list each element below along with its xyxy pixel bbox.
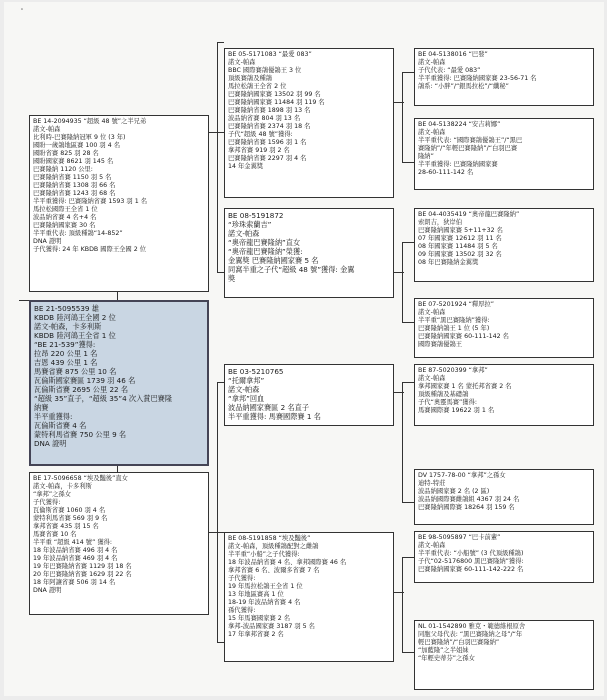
- connector: [402, 242, 403, 322]
- dam-dam-sire-box: [414, 531, 594, 583]
- sds-box-line: BE 04-4035419 “奧帝龍巴賽隆納”: [418, 211, 520, 218]
- sd-box-line: BE 08-5191872: [228, 211, 284, 220]
- sdd-box-line: 半平重“黑巴賽隆納”獲得:: [418, 317, 490, 324]
- subject-box-line: “超級 35”直子，“超級 35”4 次入賞巴賽隆: [34, 394, 173, 403]
- dsd-box-line: DV 1757-78-00 “拿邦”之孫女: [418, 472, 506, 479]
- ssd-box-line: 28-60-111-142 名: [418, 169, 474, 176]
- dd-box-line: 17 年拿邦省賽 2 名: [228, 631, 284, 638]
- sire-box-line: 巴賽隆納國家賽 30 名: [33, 222, 96, 229]
- dd-box-line: 半平重“小船”之子代獲得:: [228, 551, 300, 558]
- sire-box-line: 巴賽隆納省賽 1150 羽 5 名: [33, 174, 112, 181]
- connector: [402, 652, 414, 653]
- dam-sire-sire-box: [414, 364, 594, 426]
- sds-box-line: 索朗吉，狄岸伯: [418, 219, 463, 226]
- dds-box-line: 諾文-帕森: [418, 542, 446, 549]
- dam-box-line: 瓦倫斯省賽 1060 羽 4 名: [33, 507, 106, 514]
- sire-dam-box: [224, 208, 394, 298]
- dam-sire-box: [224, 364, 394, 426]
- subject-box-line: 納賽: [34, 403, 49, 412]
- dam-box-line: 18 年阿讓省賽 506 羽 14 名: [33, 579, 116, 586]
- dss-box-line: 子代“奧靈馬賽”獲得:: [418, 399, 478, 406]
- ds-box-line: “拿邦”回血: [228, 394, 265, 403]
- sd-box-line: 獎: [228, 274, 236, 283]
- connector: [402, 502, 414, 503]
- ddd-box-line: NL 01-1542890 雅克・範德維根原舍: [418, 623, 526, 630]
- connector: [217, 272, 224, 273]
- ss-box-line: 波品納省賽 804 羽 13 名: [228, 115, 301, 122]
- sire-sire-sire-box: [414, 48, 594, 106]
- dss-box-line: 諾文-帕森: [418, 375, 446, 382]
- dd-box-line: 13 年地區賽高 1 位: [228, 591, 284, 598]
- ds-box-line: “托爾拿邦”: [228, 376, 265, 385]
- dam-box-line: 諾文-帕森，卡多利斯: [33, 483, 92, 490]
- subject-box-line: 諾文-帕森，卡多利斯: [34, 322, 102, 331]
- connector: [402, 382, 403, 502]
- sss-box-line: BE 04-5138016 “巴發”: [418, 51, 488, 58]
- sire-dam-dam-box: [414, 298, 594, 358]
- sire-box: [29, 115, 209, 292]
- subject-box-line: BE 21-5095539 雄: [34, 304, 99, 313]
- sdd-box-line: 巴賽隆納國家賽 60-111-142 名: [418, 333, 509, 340]
- dam-box: [29, 472, 209, 615]
- sire-box-line: 巴賽隆納 1120 公里:: [33, 166, 93, 173]
- connector: [402, 242, 414, 243]
- ssd-box-line: 半平重代表: “國際賽鴿優鴿王”/“黑巴: [418, 137, 523, 144]
- sire-box-line: 馬拉松國際王全省 1 位: [33, 206, 98, 213]
- sd-box-line: 金翼獎 巴賽隆納國家賽 5 名: [228, 256, 319, 265]
- ss-box-line: 14 年金翼獎: [228, 163, 264, 170]
- ds-box-line: 波品納國家賽區 2 名直子: [228, 403, 310, 412]
- dam-dam-dam-box: [414, 620, 594, 690]
- connector: [117, 292, 118, 300]
- dam-box-line: 子代獲得:: [33, 499, 61, 506]
- sire-box-line: 國盼省賽 825 羽 28 名: [33, 150, 99, 157]
- subject-box-line: 半平重獲得:: [34, 412, 73, 421]
- dam-box-line: 半平重 “超級 414 號” 獲得:: [33, 539, 113, 546]
- sd-box-line: 同窩半重之子代“超級 48 號”獲得: 金翼: [228, 265, 355, 274]
- dd-box-line: 18-19 年波品納省賽 4 名: [228, 599, 301, 606]
- dd-box-line: 諾文-帕森，頂級種鴿配對之雌鴿: [228, 543, 319, 550]
- ss-box-line: 巴賽隆納國家賽 11484 羽 119 名: [228, 99, 325, 106]
- subject-box-line: DNA 證明: [34, 439, 67, 448]
- subject-box-line: KBDB 陸河鴿王全國 2 位: [34, 313, 116, 322]
- sire-box-line: 子代獲得: 24 年 KBDB 國際王全國 2 位: [33, 246, 147, 253]
- dds-box-line: 半平重代表: “小船號” (3 代頂級種鴿): [418, 550, 524, 557]
- ssd-box-line: BE 04-5138224 “安吉莉娜”: [418, 121, 501, 128]
- sds-box-line: 08 年國家賽 11484 羽 5 名: [418, 243, 498, 250]
- sire-sire-box: [224, 48, 394, 198]
- dd-box-line: BE 08-5191858 “埃及豔後”: [228, 535, 311, 542]
- sdd-box-line: 巴賽隆納鴿王 1 位 (5 年): [418, 325, 490, 332]
- connector: [217, 382, 218, 642]
- dam-box-line: 馬賽省賽 10 名: [33, 531, 77, 538]
- dam-dam-box: [224, 532, 394, 662]
- ds-box-line: BE 03-5210765: [228, 367, 284, 376]
- sire-box-line: 比利時-巴賽隆納冠軍 9 位 (3 年): [33, 134, 126, 141]
- connector: [217, 42, 218, 272]
- subject-box-line: 瓦倫斯省賽 4 名: [34, 421, 87, 430]
- ss-box-line: 巴賽隆納省賽 2297 羽 4 名: [228, 155, 307, 162]
- pedigree-page: [4, 2, 604, 696]
- sds-box-line: 08 年巴賽隆納金翼獎: [418, 259, 479, 266]
- dam-box-line: 19 年波品納省賽 469 羽 4 名: [33, 555, 118, 562]
- ddd-box-line: “加藍隆”之半姐妹: [418, 647, 469, 654]
- subject-box-line: 蒙特利馬省賽 750 公里 9 名: [34, 430, 127, 439]
- ss-box-line: 諾文-帕森: [228, 59, 256, 66]
- ss-box-line: 子代“超級 48 號”獲得:: [228, 131, 293, 138]
- sss-box-line: 子代代表: “最愛 083”: [418, 67, 481, 74]
- sire-box-line: BE 14-2094935 “超級 48 號”之半兄弟: [33, 118, 147, 125]
- connector: [402, 162, 414, 163]
- subject-box-line: “BE 21-539”獲得:: [34, 340, 96, 349]
- ddd-box-line: 輕巴賽隆納”/“白羽巴賽隆納”: [418, 639, 500, 646]
- sire-box-line: 國盼一歲鴿地區賽 100 羽 4 名: [33, 142, 121, 149]
- dds-box-line: 子代“02-5176800 黑巴賽隆納”獲得:: [418, 558, 524, 565]
- dds-box-line: BE 98-5095897 “巴卡前輩”: [418, 534, 501, 541]
- ss-box-line: 巴賽隆納國家賽 13502 羽 99 名: [228, 91, 321, 98]
- ddd-box-line: 同胞父母代表: “黑巴賽隆納之母”/“年: [418, 631, 523, 638]
- dsd-box-line: 迪特-特莊: [418, 480, 446, 487]
- dd-box-line: 子代獲得:: [228, 575, 256, 582]
- ss-box-line: BBC 國際賽鴿優鴿王 3 位: [228, 67, 302, 74]
- dss-box-line: 頂級種鴿及基礎鴿: [418, 391, 469, 398]
- dd-box-line: 19 年馬拉松鴿王全省 1 位: [228, 583, 303, 590]
- dss-box-line: 拿邦國家賽 1 名 蒙托邦省賽 2 名: [418, 383, 512, 390]
- sds-box-line: 09 年國家賽 13502 羽 32 名: [418, 251, 502, 258]
- ssd-box-line: 賽隆納”/“年輕巴賽隆納”/“白羽巴賽: [418, 145, 518, 152]
- subject-box-line: 馬賽省賽 875 公里 10 名: [34, 367, 117, 376]
- dss-box-line: 馬賽國際賽 19622 羽 1 名: [418, 407, 495, 414]
- sire-box-line: 巴賽隆納省賽 1308 羽 66 名: [33, 182, 116, 189]
- sire-box-line: 巴賽隆納省賽 1243 羽 68 名: [33, 190, 116, 197]
- dam-box-line: 蒙特利馬省賽 569 羽 9 名: [33, 515, 108, 522]
- connector: [402, 382, 414, 383]
- sdd-box-line: BE 07-5201924 “釋厚拉”: [418, 301, 495, 308]
- sire-box-line: 半平重代表: 頂級種鴿“14-852”: [33, 230, 123, 237]
- connector: [217, 42, 224, 43]
- connector: [402, 72, 403, 162]
- dd-box-line: 15 年馬賽國家賽 2 名: [228, 615, 291, 622]
- page-mark: ∘: [20, 6, 24, 13]
- sire-dam-sire-box: [414, 208, 594, 282]
- dd-box-line: 孫代獲得:: [228, 607, 256, 614]
- sss-box-line: 諾文-帕森: [418, 59, 446, 66]
- dss-box-line: BE 87-5020399 “拿邦”: [418, 367, 488, 374]
- subject-box-line: 瓦倫斯國家賽區 1739 羽 46 名: [34, 376, 136, 385]
- dam-box-line: 拿邦省賽 435 羽 15 名: [33, 523, 99, 530]
- sire-box-line: 波品納省賽 4 名+4 名: [33, 214, 97, 221]
- dsd-box-line: 波品納國際賽雌鴿組 4367 羽 24 名: [418, 496, 520, 503]
- dd-box-line: 18 年波品納省賽 4 名、拿邦國際賽 46 名: [228, 559, 347, 566]
- dam-box-line: “拿邦”之孫女: [33, 491, 72, 498]
- ss-box-line: 巴賽隆納省賽 2374 羽 18 名: [228, 123, 311, 130]
- subject-box-line: 拉昂 220 公里 1 名: [34, 349, 98, 358]
- subject-box-line: KBDB 陸河鴿王全省 1 位: [34, 331, 116, 340]
- ds-box-line: 諾文-帕森: [228, 385, 260, 394]
- dam-box-line: BE 17-5096658 “埃及豔後”直女: [33, 475, 128, 482]
- dds-box-line: 巴賽隆納國家賽 60-111-142-222 名: [418, 566, 524, 573]
- ds-box-line: 半平重獲得: 馬賽國際賽 1 名: [228, 412, 321, 421]
- sdd-box-line: 諾文-帕森: [418, 309, 446, 316]
- sss-box-line: 鴿系: “小胖”/“銀馬拉松”/“纖秘”: [418, 83, 509, 90]
- dam-sire-dam-box: [414, 469, 594, 525]
- sire-box-line: DNA 證明: [33, 238, 62, 245]
- ss-box-line: 頂級賽鴿及種鴿: [228, 75, 273, 82]
- subject-box: [29, 300, 209, 466]
- connector: [217, 382, 224, 383]
- ss-box-line: 馬拉松鴿王全省 2 位: [228, 83, 287, 90]
- dd-box-line: 拿邦-波品國家賽 3187 羽 5 名: [228, 623, 315, 630]
- dsd-box-line: 巴賽隆納國際賽 18264 羽 159 名: [418, 504, 515, 511]
- dam-box-line: 18 年波品納省賽 496 羽 4 名: [33, 547, 118, 554]
- dam-box-line: DNA 證明: [33, 587, 62, 594]
- sire-box-line: 半平重獲得: 巴賽隆納省賽 1593 羽 1 名: [33, 198, 148, 205]
- ss-box-line: 拿邦省賽 919 羽 2 名: [228, 147, 290, 154]
- ss-box-line: 巴賽隆納省賽 1898 羽 13 名: [228, 107, 311, 114]
- sire-box-line: 諾文-帕森: [33, 126, 61, 133]
- connector: [402, 557, 403, 652]
- sire-box-line: 國盼國家賽 8621 羽 145 名: [33, 158, 114, 165]
- sds-box-line: 巴賽隆納國家賽 5+11+32 名: [418, 227, 503, 234]
- sd-box-line: “奧帝龍巴賽隆納”榮獲:: [228, 247, 303, 256]
- ss-box-line: BE 05-5171083 “最愛 083”: [228, 51, 312, 58]
- sss-box-line: 半平重獲得: 巴賽隆納國家賽 23-56-71 名: [418, 75, 537, 82]
- dam-box-line: 19 年巴賽隆納省賽 1129 羽 18 名: [33, 563, 132, 570]
- ss-box-line: 巴賽隆納省賽 1596 羽 1 名: [228, 139, 307, 146]
- sire-sire-dam-box: [414, 118, 594, 190]
- ssd-box-line: 隆納”: [418, 153, 434, 160]
- ssd-box-line: 諾文-帕森: [418, 129, 446, 136]
- connector: [402, 322, 414, 323]
- dd-box-line: 拿邦省賽 6 名、波爾多省賽 7 名: [228, 567, 320, 574]
- sdd-box-line: 國際賽鴿優鴿王: [418, 341, 463, 348]
- ddd-box-line: “年輕史蒂芬”之孫女: [418, 655, 475, 662]
- sd-box-line: “珍珠索蘭吉”: [228, 220, 272, 229]
- connector: [402, 72, 414, 73]
- ssd-box-line: 半平重獲得: 巴賽隆納國家賽: [418, 161, 498, 168]
- sds-box-line: 07 年國家賽 12612 羽 11 名: [418, 235, 502, 242]
- connector: [217, 642, 224, 643]
- dam-box-line: 20 年巴賽隆納省賽 1629 羽 22 名: [33, 571, 132, 578]
- dsd-box-line: 波品納國家賽 2 名 (2 區): [418, 488, 490, 495]
- subject-box-line: 瓦倫斯省賽 2695 公里 22 名: [34, 385, 129, 394]
- connector: [19, 300, 29, 301]
- subject-box-line: 吉恩 439 公里 1 名: [34, 358, 98, 367]
- sd-box-line: 諾文-帕森: [228, 229, 260, 238]
- connector: [402, 557, 414, 558]
- sd-box-line: “奧帝龍巴賽隆納”直女: [228, 238, 301, 247]
